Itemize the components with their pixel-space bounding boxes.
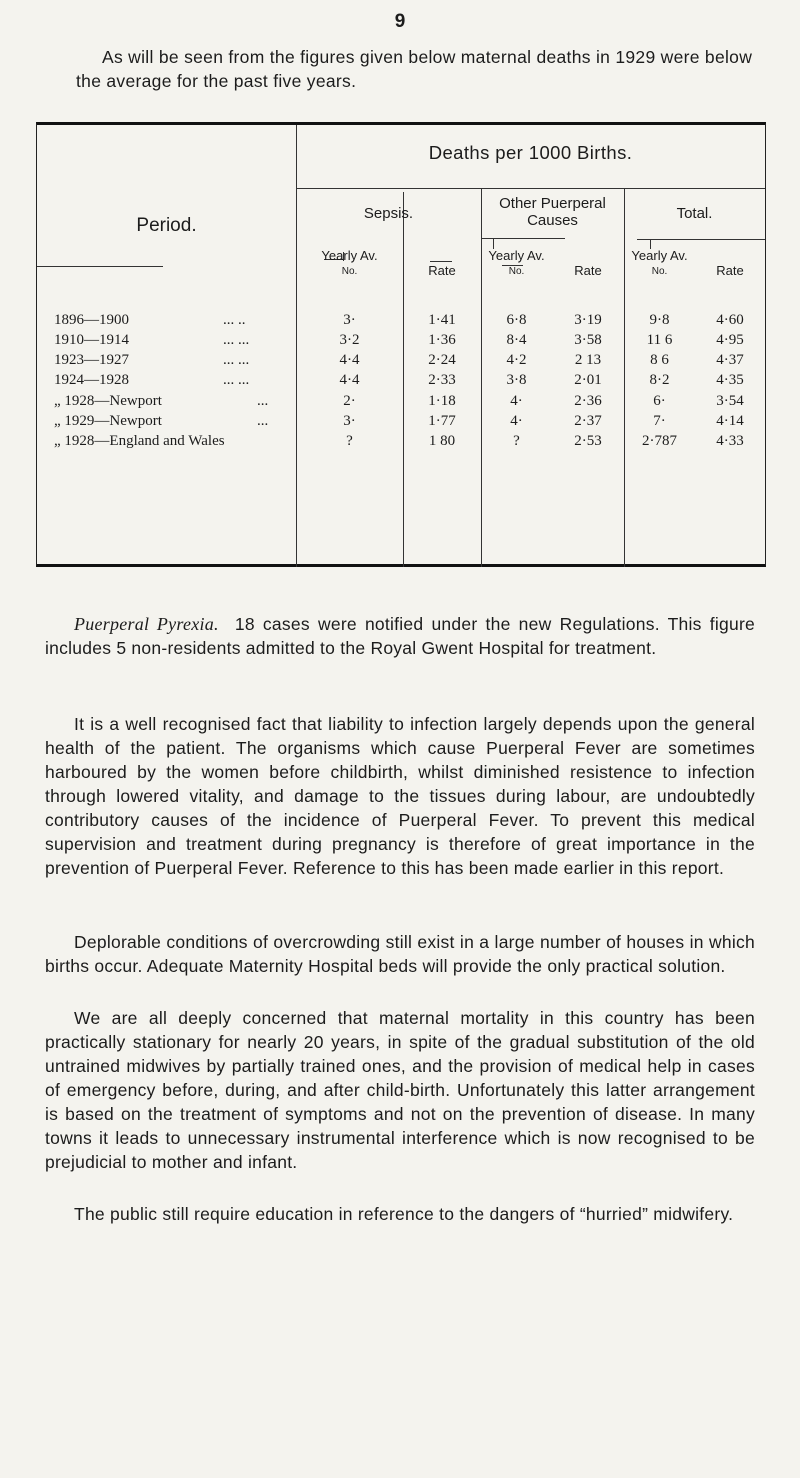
- table-cell: 3·8: [506, 372, 527, 388]
- leader-dots: ... ...: [223, 332, 250, 348]
- table-cell: 4·35: [716, 372, 744, 388]
- table-cell: 3·: [343, 312, 356, 328]
- table-cell: 8·2: [649, 372, 670, 388]
- table-cell: 3·58: [574, 332, 602, 348]
- education-paragraph: The public still require education in reference to the dangers of “hurried” midwifery.: [74, 1204, 734, 1224]
- table-cell: 2·37: [574, 413, 602, 429]
- table-cell: 2·787: [642, 433, 677, 449]
- table-cell: 3·54: [716, 393, 744, 409]
- period-label: „ 1928—England and Wales: [54, 433, 225, 449]
- table-cell: ?: [513, 433, 520, 449]
- pyrexia-text: 18 cases were notified under the new Regulations. This figure includes 5 non-residents admitted to the Royal Gwent Hospital for treatment.: [45, 614, 756, 658]
- table-cell: 3·19: [574, 312, 602, 328]
- total-rate-header: Rate: [716, 263, 744, 278]
- period-header: Period.: [136, 215, 197, 236]
- table-cell: 4·4: [339, 352, 360, 368]
- table-cell: 2·33: [428, 372, 456, 388]
- leader-dots: ... ...: [223, 352, 250, 368]
- other-yearly-header: Yearly Av. No.: [488, 248, 545, 277]
- table-cell: 4·2: [506, 352, 527, 368]
- infection-paragraph: It is a well recognised fact that liability to infection largely depends upon the general health of the patient. The organisms which cause Puerperal Fever are sometimes harboured by the women before childbirth, whilst diminished resistence to infection through lowered vitality, and damage to the tissues during labour, are undoubtedly contributory causes of the incidence of Puerperal Fever. To prevent this medical supervision and treatment during pregnancy is therefore of great importance in the prevention of Puerperal Fever. Reference to this has been made earlier in this report.: [45, 714, 755, 878]
- table-cell: 4·33: [716, 433, 744, 449]
- table-cell: ?: [346, 433, 353, 449]
- table-cell: 1·18: [428, 393, 456, 409]
- table-cell: 4·14: [716, 413, 744, 429]
- table-cell: 2·36: [574, 393, 602, 409]
- table-cell: 4·60: [716, 312, 744, 328]
- table-cell: 4·: [510, 413, 523, 429]
- table-cell: 7·: [653, 413, 666, 429]
- table-cell: 2·01: [574, 372, 602, 388]
- mortality-paragraph: We are all deeply concerned that maternal mortality in this country has been practically stationary for nearly 20 years, in spite of the gradual substitution of the old untrained midwives by partially trained ones, and the provision of medical help in cases of emergency before, during, and after child-birth. Unfortunately this latter arrangement is based on the treatment of symptoms and not on the prevention of disease. In many towns it leads to unnecessary instrumental interference which is now recognised to be prejudicial to mother and infant.: [45, 1008, 755, 1172]
- leader-dots: ... ...: [223, 372, 250, 388]
- table-cell: 1 80: [428, 433, 456, 449]
- table-cell: 8 6: [650, 352, 669, 368]
- table-cell: 4·: [510, 393, 523, 409]
- total-header: Total.: [676, 205, 713, 222]
- sepsis-rate-header: Rate: [428, 263, 456, 278]
- pyrexia-paragraph: [45, 612, 755, 660]
- pyrexia-title: Puerperal Pyrexia.: [74, 614, 219, 634]
- maternal-deaths-table: [36, 122, 766, 567]
- table-cell: 6·8: [506, 312, 527, 328]
- other-rate-header: Rate: [574, 263, 602, 278]
- leader-dots: ...: [257, 393, 269, 409]
- leader-dots: ...: [257, 413, 269, 429]
- table-cell: 4·37: [716, 352, 744, 368]
- page-number: 9: [394, 11, 406, 32]
- leader-dots: ... ..: [223, 312, 246, 328]
- intro-paragraph: As will be seen from the figures given below maternal deaths in 1929 were below the average for the past five years.: [76, 47, 753, 91]
- period-label: „ 1929—Newport: [54, 413, 162, 429]
- table-cell: 3·2: [339, 332, 360, 348]
- table-cell: 4·95: [716, 332, 744, 348]
- overcrowding-paragraph: Deplorable conditions of overcrowding still exist in a large number of houses in which births occur. Adequate Maternity Hospital beds will provide the only practical solution.: [45, 932, 755, 976]
- table-cell: 1·77: [428, 413, 456, 429]
- table-cell: 1·36: [428, 332, 456, 348]
- other-causes-header: Other Puerperal Causes: [499, 195, 606, 229]
- period-label: „ 1928—Newport: [54, 393, 162, 409]
- table-cell: 9·8: [649, 312, 670, 328]
- table-cell: 2 13: [574, 352, 602, 368]
- table-cell: 6·: [653, 393, 666, 409]
- sepsis-header: Sepsis.: [363, 205, 414, 222]
- table-cell: 2·53: [574, 433, 602, 449]
- table-cell: 11 6: [646, 332, 673, 348]
- total-yearly-header: Yearly Av. No.: [631, 248, 688, 277]
- table-cell: 4·4: [339, 372, 360, 388]
- table-title: Deaths per 1000 Births.: [428, 142, 633, 163]
- sepsis-yearly-header: Yearly Av. No.: [321, 248, 378, 277]
- table-cell: 1·41: [428, 312, 456, 328]
- period-label: 1896—1900: [54, 312, 129, 328]
- period-label: 1924—1928: [54, 372, 129, 388]
- period-label: 1910—1914: [54, 332, 129, 348]
- table-cell: 3·: [343, 413, 356, 429]
- table-cell: 2·: [343, 393, 356, 409]
- period-label: 1923—1927: [54, 352, 129, 368]
- table-cell: 8·4: [506, 332, 527, 348]
- table-cell: 2·24: [428, 352, 456, 368]
